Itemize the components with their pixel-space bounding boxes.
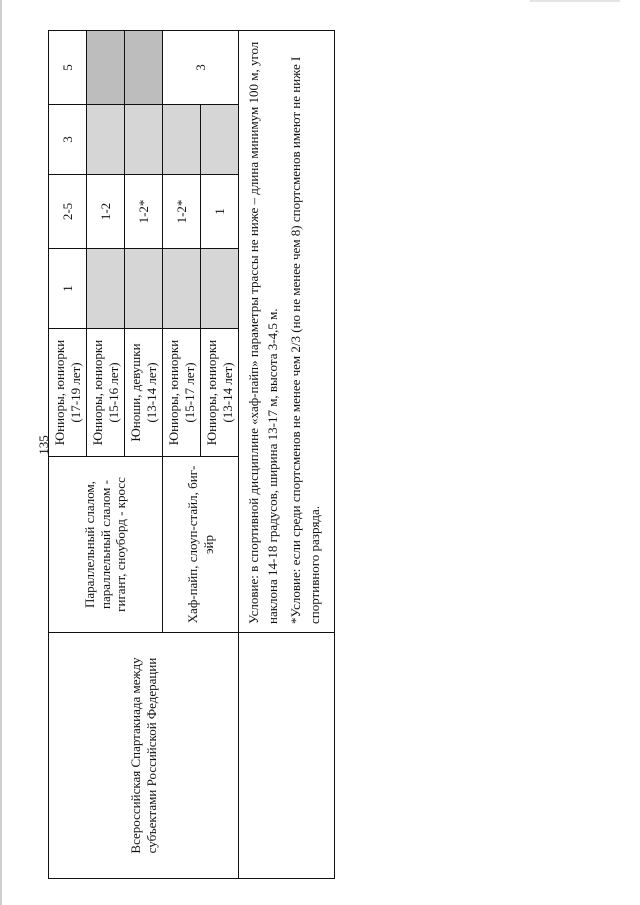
- value-cell: 1-2: [87, 175, 125, 249]
- shaded-cell: [163, 249, 201, 329]
- page-number: 135: [36, 435, 51, 455]
- shaded-cell: [87, 249, 125, 329]
- shaded-cell: [125, 31, 163, 105]
- age-group-cell: Юниоры, юниорки (13-14 лет): [201, 329, 239, 457]
- table-row: [49, 31, 87, 879]
- note-track-parameters: Условие: в спортивной дисциплине «хаф-пайп» параметры трассы не ниже – длина минимум 100 м, угол наклона 14-18 градусов, ширина 13-17 м, высота 3-4,5 м.: [246, 41, 280, 624]
- age-group-cell: Юноши, девушки (13-14 лет): [125, 329, 163, 457]
- value-cell: 3: [49, 105, 87, 175]
- qualification-table: [48, 30, 335, 879]
- competition-cell: Всероссийская Спартакиада между субъектами Российской Федерации: [49, 633, 239, 879]
- notes-spacer: [239, 633, 335, 879]
- shaded-cell: [163, 105, 201, 175]
- age-group-cell: Юниоры, юниорки (17-19 лет): [49, 329, 87, 457]
- shaded-cell: [87, 105, 125, 175]
- value-cell: 1: [49, 249, 87, 329]
- shaded-cell: [201, 249, 239, 329]
- value-cell: 1-2*: [163, 175, 201, 249]
- shaded-cell: [87, 31, 125, 105]
- value-cell: 1-2*: [125, 175, 163, 249]
- notes-cell: [239, 31, 335, 633]
- value-cell: 3: [163, 31, 239, 105]
- value-cell: 1: [201, 175, 239, 249]
- shaded-cell: [201, 105, 239, 175]
- age-group-cell: Юниоры, юниорки (15-16 лет): [87, 329, 125, 457]
- note-athletes-condition: *Условие: если среди спортсменов не менее чем 2/3 (но не менее чем 8) спортсменов имеют не ниже I спортивного разряда.: [287, 56, 322, 624]
- shaded-cell: [125, 105, 163, 175]
- discipline-cell: Хаф-пайп, слоуп-стайл, биг-эйр: [163, 457, 239, 633]
- notes-row: [239, 31, 335, 879]
- value-cell: 5: [49, 31, 87, 105]
- age-group-cell: Юниоры, юниорки (15-17 лет): [163, 329, 201, 457]
- discipline-cell: Параллельный слалом, параллельный слалом - гигант, сноуборд - кросс: [49, 457, 163, 633]
- value-cell: 2-5: [49, 175, 87, 249]
- shaded-cell: [125, 249, 163, 329]
